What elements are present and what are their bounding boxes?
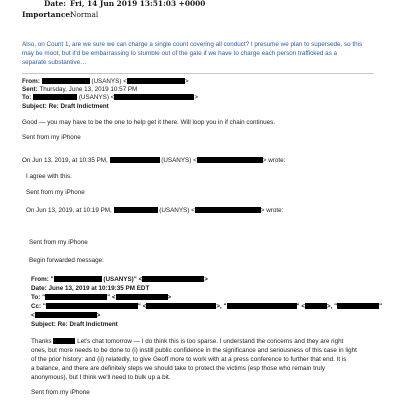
- note-line-3: separate substantive…: [22, 59, 87, 66]
- redaction: [35, 312, 97, 318]
- fwd-to-b: " <: [107, 294, 116, 301]
- importance-value: Normal: [70, 10, 99, 19]
- fwd-cc-d: " <: [296, 303, 305, 310]
- final-line-1-a: Thanks: [31, 338, 52, 345]
- fwd-cc-line2-a: <: [31, 312, 35, 319]
- fwd-subject-row: [31, 321, 118, 329]
- fwd-cc-b: " <: [137, 303, 147, 310]
- quote2-intro: [26, 207, 283, 215]
- email1-from-value: (USANYS) <: [89, 78, 127, 85]
- quote1-signature: Sent from my iPhone: [26, 189, 85, 196]
- quote3-signature: Sent from my iPhone: [29, 239, 88, 246]
- importance-label: Importance:: [22, 10, 73, 19]
- fwd-subject-value: Re: Draft Indictment: [55, 321, 118, 328]
- email1-body: Good — you may have to be the one to help get it there. Will loop you in if chain continues.: [22, 119, 276, 126]
- fwd-from-a: ": [48, 276, 54, 283]
- fwd-from-row: [31, 276, 208, 284]
- note-line-1: Also, on Count 1, are we sure we can charge a single count covering all conduct? I presume we plan to supersede, so this: [22, 41, 363, 48]
- fwd-date-label: Date:: [31, 285, 47, 292]
- fwd-to-label: To:: [31, 294, 41, 301]
- quote1-intro-c: > wrote:: [262, 157, 286, 164]
- note-line-2: may be moot, but it'd be embarrassing to stumble out of the gate if we have to charge each person trafficked as a: [22, 50, 338, 57]
- quote1-intro-a: On Jun 13, 2019, at 10:35 PM,: [22, 157, 108, 164]
- quote2-intro-a: On Jun 13, 2019, at 10:19 PM,: [26, 207, 112, 214]
- header-date-row: [22, 0, 205, 9]
- forward-label: Begin forwarded message:: [29, 257, 104, 264]
- email1-from-label: From:: [22, 78, 40, 85]
- header-importance-row: [22, 11, 98, 20]
- redaction: [197, 157, 263, 163]
- redaction: [46, 303, 138, 309]
- email1-to-row: [22, 94, 198, 102]
- fwd-to-a: ": [40, 294, 46, 301]
- fwd-from-b: (USANYS)" <: [101, 276, 143, 283]
- quote2-intro-c: > wrote:: [260, 207, 284, 214]
- quote1-intro-b: (USANYS) <: [161, 157, 197, 164]
- redaction: [110, 157, 160, 163]
- email1-to-end: >: [194, 94, 199, 101]
- email1-to-label: To:: [22, 94, 32, 101]
- fwd-date-value: June 13, 2019 at 10:19:35 PM EDT: [46, 285, 150, 292]
- email1-subject-value: Re: Draft Indictment: [46, 103, 109, 110]
- email1-subject-label: Subject:: [22, 103, 47, 110]
- email1-from-end: >: [184, 78, 189, 85]
- email1-subject-row: [22, 103, 109, 111]
- redaction: [42, 78, 90, 84]
- redaction: [305, 303, 327, 309]
- date-label: Date:: [43, 0, 66, 8]
- redaction: [116, 294, 168, 300]
- fwd-from-c: >: [204, 276, 208, 283]
- fwd-date-row: [31, 285, 149, 293]
- final-line-4: a balance, and there are definitely steps we should take to protect the victims (esp those who remain truly: [31, 365, 326, 372]
- redaction: [53, 338, 75, 344]
- fwd-cc-f: ": [379, 303, 383, 310]
- email1-sent-label: Sent:: [22, 86, 38, 93]
- fwd-subject-label: Subject:: [31, 321, 56, 328]
- redaction: [33, 94, 77, 100]
- divider: [22, 73, 374, 74]
- redaction: [146, 303, 216, 309]
- quote1-intro: [22, 157, 285, 165]
- fwd-cc-row-2: [31, 312, 100, 320]
- final-line-1: [31, 338, 343, 346]
- fwd-cc-c: >, ": [216, 303, 227, 310]
- redaction: [337, 303, 379, 309]
- final-line-5: anonymous), but I think we'll need to bulk up a bit.: [31, 374, 171, 381]
- redaction: [142, 276, 204, 282]
- fwd-cc-row: [31, 303, 382, 311]
- redaction: [195, 207, 261, 213]
- fwd-from-label: From:: [31, 276, 49, 283]
- email1-to-value: (USANYS) <: [77, 94, 115, 101]
- fwd-cc-a: ": [41, 303, 46, 310]
- redaction: [45, 294, 107, 300]
- email1-sent-value: Thursday, June 13, 2019 10:57 PM: [37, 86, 138, 93]
- fwd-to-row: [31, 294, 171, 302]
- redaction: [127, 78, 185, 84]
- fwd-to-c: >: [167, 294, 172, 301]
- redaction: [227, 303, 297, 309]
- fwd-cc-e: >, ": [326, 303, 338, 310]
- date-value: Fri, 14 Jun 2019 13:51:03 +0000: [70, 0, 206, 8]
- redaction: [114, 94, 194, 100]
- email1-signature: Sent from my iPhone: [22, 134, 81, 141]
- redaction: [54, 276, 102, 282]
- quote1-body: I agree with this.: [26, 173, 72, 180]
- final-signature: Sent from my iPhone: [31, 389, 90, 396]
- fwd-cc-line2-b: >: [96, 312, 101, 319]
- quote2-intro-b: (USANYS) <: [159, 207, 195, 214]
- final-line-2: ones, but more needs to be done to (i) instill public confidence in the significance and seriousness of this case in light: [31, 347, 357, 354]
- final-line-3: of the prior history: and (ii) relatedly, to give Geoff more to work with at a press conference to further that end. It is: [31, 356, 347, 363]
- fwd-cc-label: Cc:: [31, 303, 42, 310]
- final-line-1-b: Let's chat tomorrow — I do think this is too sparse. I understand the concerns and they are right: [75, 338, 344, 345]
- redaction: [114, 207, 158, 213]
